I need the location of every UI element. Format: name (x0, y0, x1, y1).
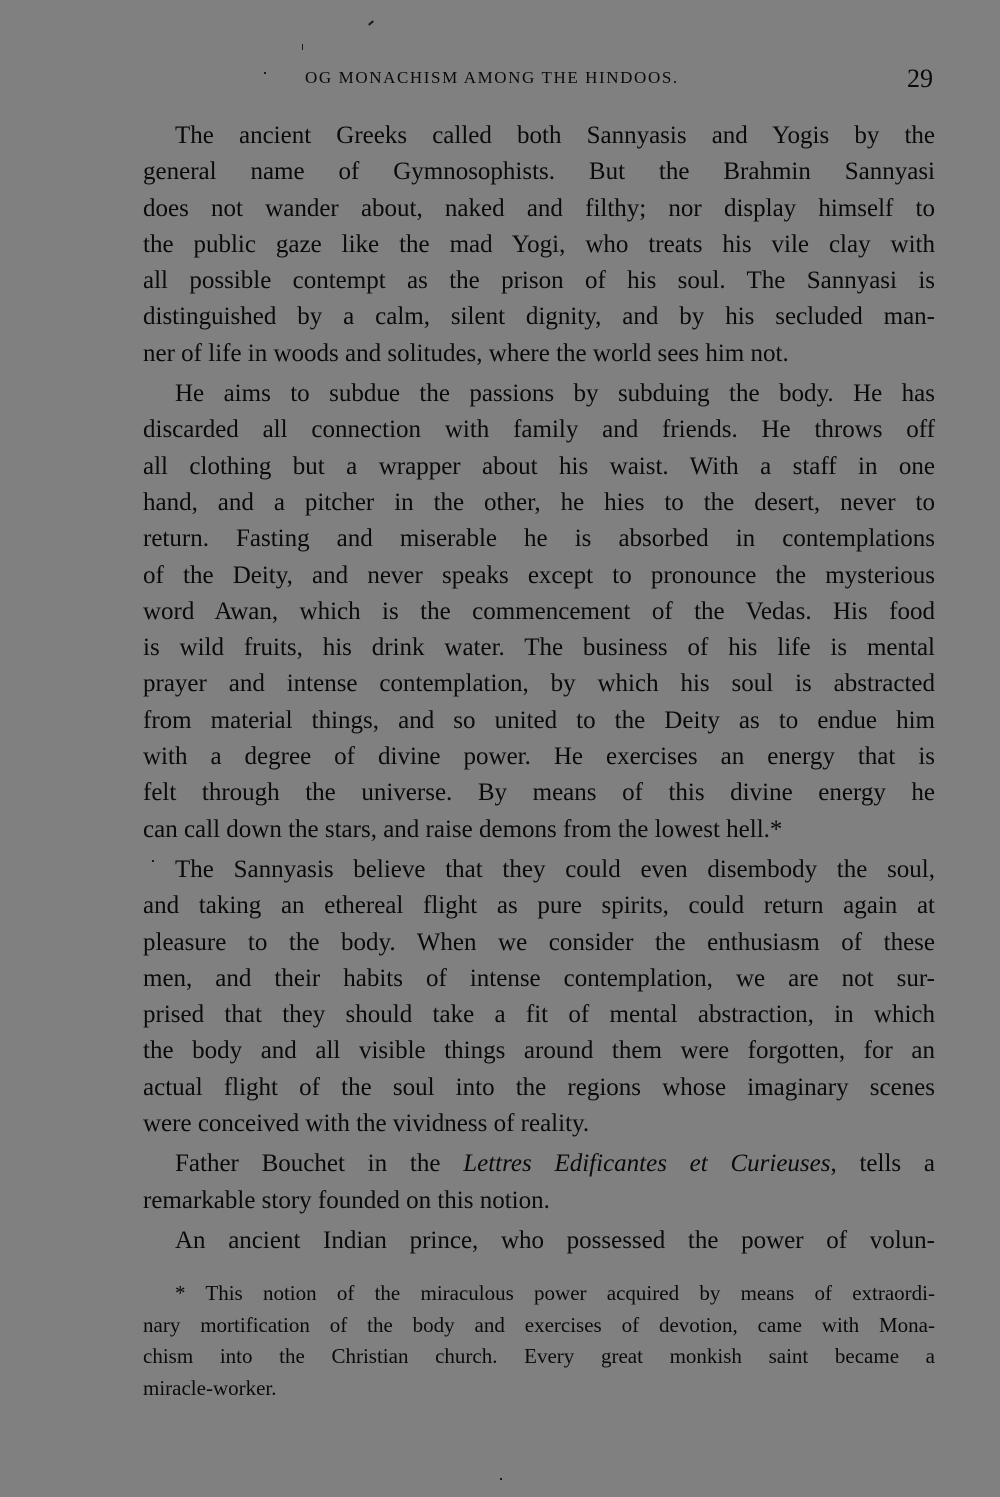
text-line: The Sannyasis believe that they could even disembody the soul, (175, 855, 935, 883)
body-text (143, 118, 935, 1263)
text-line: all possible contempt as the prison of his soul. The Sannyasi is (143, 267, 935, 295)
scan-speck (500, 1478, 502, 1480)
scan-speck (368, 20, 374, 25)
text-line: actual flight of the soul into the regions whose imaginary scenes (143, 1073, 935, 1101)
text-line: the public gaze like the mad Yogi, who treats his vile clay with (143, 230, 935, 258)
footnote-line: * This notion of the miraculous power acquired by means of extraordi- (175, 1281, 935, 1305)
text-line: can call down the stars, and raise demons from the lowest hell.* (143, 815, 783, 843)
text-line: discarded all connection with family and friends. He throws off (143, 416, 935, 444)
scan-speck (152, 860, 154, 862)
text-line: An ancient Indian prince, who possessed the power of volun- (175, 1226, 935, 1254)
text-line: prayer and intense contemplation, by which his soul is abstracted (143, 670, 935, 698)
paragraph-passions (143, 376, 935, 848)
running-head (305, 66, 933, 96)
text-line: return. Fasting and miserable he is absorbed in contemplations (143, 525, 935, 553)
text-line: remarkable story founded on this notion. (143, 1186, 550, 1214)
book-title: Lettres Edificantes et Curieuses (463, 1150, 831, 1178)
text-line: word Awan, which is the commencement of the Vedas. His food (143, 597, 935, 625)
text-line: distinguished by a calm, silent dignity, and by his secluded man- (143, 303, 935, 331)
text-line-with-italic-title: Father Bouchet in the Lettres Edificantes et Curieuses, tells a (175, 1150, 935, 1178)
paragraph-disembody (143, 852, 935, 1142)
text-line: is wild fruits, his drink water. The business of his life is mental (143, 634, 935, 662)
text-line: all clothing but a wrapper about his waist. With a staff in one (143, 452, 935, 480)
page-number: 29 (907, 64, 933, 93)
text-line: does not wander about, naked and filthy; nor display himself to (143, 194, 935, 222)
paragraph-prince (143, 1223, 935, 1259)
text-line: pleasure to the body. When we consider the enthusiasm of these (143, 928, 935, 956)
text-line: men, and their habits of intense contemplation, we are not sur- (143, 964, 935, 992)
text-line: with a degree of divine power. He exercises an energy that is (143, 743, 935, 771)
text-line: the body and all visible things around them were forgotten, for an (143, 1037, 935, 1065)
text-line: prised that they should take a fit of mental abstraction, in which (143, 1001, 935, 1029)
footnote-line: miracle-worker. (143, 1375, 277, 1400)
text-line: were conceived with the vividness of reality. (143, 1110, 590, 1138)
footnote (143, 1278, 935, 1404)
scan-speck (264, 72, 266, 74)
text-line: ner of life in woods and solitudes, where the world sees him not. (143, 339, 789, 367)
text-line: felt through the universe. By means of this divine energy he (143, 779, 935, 807)
text-line: He aims to subdue the passions by subduing the body. He has (175, 380, 935, 408)
text-line: of the Deity, and never speaks except to pronounce the mysterious (143, 561, 935, 589)
footnote-line: chism into the Christian church. Every great monkish saint became a (143, 1344, 935, 1368)
scan-speck (302, 44, 303, 50)
paragraph-greeks (143, 118, 935, 372)
text-line: The ancient Greeks called both Sannyasis and Yogis by the (175, 122, 935, 149)
text-line: hand, and a pitcher in the other, he hies to the desert, never to (143, 488, 935, 516)
running-title: OG MONACHISM AMONG THE HINDOOS. (305, 68, 679, 87)
footnote-line: nary mortification of the body and exercises of devotion, came with Mona- (143, 1312, 935, 1337)
paragraph-bouchet (143, 1146, 935, 1219)
text-line: from material things, and so united to the Deity as to endue him (143, 706, 935, 734)
text-line: and taking an ethereal flight as pure spirits, could return again at (143, 892, 935, 920)
text-line: general name of Gymnosophists. But the Brahmin Sannyasi (143, 158, 935, 186)
